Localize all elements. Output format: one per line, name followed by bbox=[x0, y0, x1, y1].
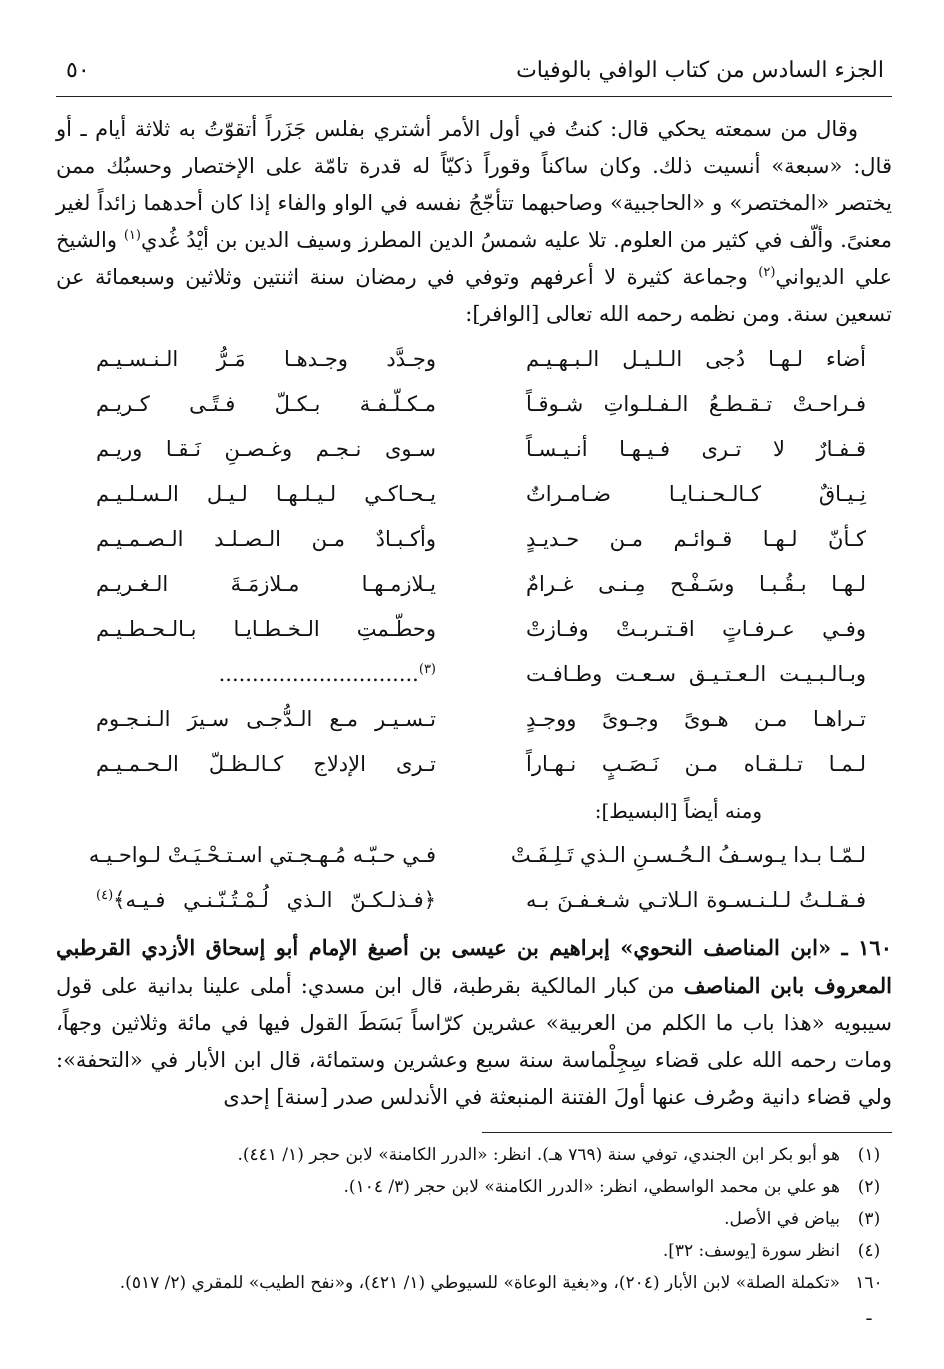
running-title: الجزء السادس من كتاب الوافي بالوفيات bbox=[516, 58, 884, 83]
footnote-number: ١٦٠ ـ bbox=[855, 1273, 883, 1325]
running-head bbox=[56, 40, 892, 97]
footnote-text: هو أبو بكر ابن الجندي، توفي سنة (٧٦٩ هـ). انظر: «الدرر الكامنة» لابن حجر (١/ ٤٤١). bbox=[237, 1145, 840, 1165]
second-hemistich: وأكـبـادٌ مـن الـصـلـد الـصـمـيـم bbox=[96, 527, 436, 551]
lacuna-text: .............................. bbox=[218, 662, 419, 686]
footnote-text: بياض في الأصل. bbox=[724, 1209, 840, 1229]
verse bbox=[56, 697, 892, 742]
first-hemistich: نِـيـاقٌ كـالـحـنـايـا ضـامـراتٌ bbox=[526, 482, 866, 506]
second-hemistich: مـكـلّـفـة بـكـلّ فـتًـى كـريـم bbox=[96, 392, 436, 416]
first-hemistich: لـمـا تـلـقـاه مـن نَـصَـبٍ نـهـاراً bbox=[526, 752, 866, 776]
second-hemistich: وجـدَّد وجـدهـا مَـرُّ الـنـسـيـم bbox=[96, 347, 436, 371]
first-hemistich: لـمّـا بـدا يـوسـفُ الـحُـسـنِ الـذي تَـلِـفَـتْ bbox=[510, 843, 866, 867]
verse bbox=[56, 427, 892, 472]
footnotes bbox=[56, 1139, 892, 1331]
poem-intro: ومنه أيضاً [البسيط]: bbox=[594, 799, 762, 823]
quran-quote: ﴿فـذلـكـنّ الـذي لُـمْـتُـنّـنـي فـيـه﴾ bbox=[113, 888, 436, 912]
first-hemistich: وفـي عـرفـاتٍ اقـتـربـتْ وفـازتْ bbox=[526, 617, 866, 641]
second-hemistich: تـسـيـر مـع الـدُّجـى سـيرَ الـنـجـوم bbox=[96, 707, 436, 731]
first-hemistich: فـراحـتْ تـقـطـعُ الـفـلـواتِ شـوقـاً bbox=[526, 392, 866, 416]
verse bbox=[56, 607, 892, 652]
verse bbox=[56, 472, 892, 517]
lacuna-dots bbox=[96, 652, 436, 697]
footnote bbox=[56, 1171, 892, 1203]
footnote-ref: (١) bbox=[123, 228, 141, 243]
second-hemistich: فـي حـبّـه مُـهـجـتي اسـتـحْـيَـتْ لـواحـيـه bbox=[88, 843, 436, 867]
first-hemistich: لـهـا بـقُـبـا وسَـفْـح مِـنـى غـرامٌ bbox=[526, 572, 866, 596]
footnote bbox=[56, 1139, 892, 1171]
first-hemistich: فـقـلـتُ لـلـنـسـوة الـلاتـي شـغـفـنَ بـه bbox=[526, 888, 866, 912]
verse bbox=[56, 652, 892, 697]
book-page bbox=[56, 40, 892, 1331]
verse bbox=[56, 337, 892, 382]
paragraph bbox=[56, 111, 892, 333]
footnote-text: انظر سورة [يوسف: ٣٢]. bbox=[662, 1241, 840, 1261]
footnote-ref: (٢) bbox=[758, 265, 776, 280]
verse bbox=[56, 878, 892, 923]
main-text bbox=[56, 111, 892, 333]
first-hemistich: تـراهـا مـن هـوىً وجـوىً ووجـدٍ bbox=[526, 707, 866, 731]
first-hemistich: كـأنّ لـهـا قـوائـم مـن حـديـدٍ bbox=[526, 527, 866, 551]
paragraph-text: وقال من سمعته يحكي قال: كنتُ في أول الأمر أشتري بفلس جَزَراً أتقوّتُ به ثلاثة أيام ـ أو قال: «سبعة» أنسيت ذلك. وكان ساكناً وقوراً ذكيّاً له قدرة تامّة على الإختصار وحسبُك ممن يختصر «المختصر» و «الحاجبية» وصاحبهما تتأجّجُ نفسه في الواو والفاء إذا كان أحدهما زائداً لغير معنىً. وألّف في كثير من العلوم. تلا عليه شمسُ الدين المطرز وسيف الدين بن أيْدُ غُدي bbox=[56, 117, 892, 252]
verse bbox=[56, 382, 892, 427]
first-hemistich: قـفـارٌ لا تـرى فـيـهـا أنـيـسـاً bbox=[526, 437, 866, 461]
footnote-text: هو علي بن محمد الواسطي، انظر: «الدرر الكامنة» لابن حجر (٣/ ١٠٤). bbox=[343, 1177, 840, 1197]
second-hemistich bbox=[96, 878, 436, 923]
second-hemistich: يـلازمـهـا مـلازمَـةَ الـغـريـم bbox=[96, 572, 436, 596]
verse bbox=[56, 742, 892, 787]
poem-wafir bbox=[56, 337, 892, 787]
footnote-ref: (٣) bbox=[418, 662, 436, 677]
second-hemistich: تـرى الإدلاج كـالـظـلّ الـحـمـيـم bbox=[96, 752, 436, 776]
entry-heading: ١٦٠ ـ «ابن المناصف النحوي» إبراهيم بن عيسى بن أصبغ الإمام أبو إسحاق الأزدي القرطبي المعروف بابن المناصف bbox=[56, 935, 892, 998]
footnote-number: (٢) bbox=[857, 1177, 881, 1197]
page-number: ٥٠ bbox=[66, 58, 90, 83]
paragraph-text: وجماعة كثيرة لا أعرفهم وتوفي في رمضان سنة اثنتين وثلاثين وسبعمائة عن تسعين سنة. ومن نظمه رحمه الله تعالى [الوافر]: bbox=[56, 265, 892, 326]
footnote-ref: (٤) bbox=[96, 888, 114, 903]
second-hemistich: وحطّـمتِ الـخـطـايـا بـالـحـطـيـم bbox=[96, 617, 436, 641]
footnote-number: (٤) bbox=[857, 1241, 881, 1261]
second-hemistich: يـحـاكـي لـيـلـهـا لـيـل الـسـلـيـم bbox=[96, 482, 436, 506]
second-hemistich: سـوى نـجـم وغـصـنِ نَـقـا وريـم bbox=[96, 437, 436, 461]
entry-text: من كبار المالكية بقرطبة، قال ابن مسدي: أملى علينا بدانية على قول سيبويه «هذا باب ما الكلم من العربية» عشرين كرّاساً بَسَطَ القول فيها في مائة وثلاثين وجهاً، ومات رحمه الله على قضاء سِجِلْماسة سنة سبع وعشرين وستمائة، قال ابن الأبار في «التحفة»: ولي قضاء دانية وصُرف عنها أولَ الفتنة المنبعثة في الأندلس صدر [سنة] إحدى bbox=[56, 974, 892, 1109]
paragraph-text: والشيخ علي الديواني bbox=[56, 228, 892, 289]
poem-basit bbox=[56, 833, 892, 923]
verse bbox=[56, 562, 892, 607]
first-hemistich: وبـالـبـيـت الـعـتـيـق سـعـت وطـافـت bbox=[526, 662, 866, 686]
footnote bbox=[56, 1267, 892, 1331]
footnote bbox=[56, 1203, 892, 1235]
verse bbox=[56, 517, 892, 562]
footnote-text: «تكملة الصلة» لابن الأبار (٢٠٤)، و«بغية الوعاة» للسيوطي (١/ ٤٢١)، و«نفح الطيب» للمقري (٢/ ٥١٧). bbox=[119, 1273, 840, 1293]
verse bbox=[56, 833, 892, 878]
biography-entry bbox=[56, 929, 892, 1116]
footnote-divider bbox=[482, 1132, 892, 1133]
footnote-number: (٣) bbox=[857, 1209, 881, 1229]
first-hemistich: أضاء لـهـا دُجى الـلـيـل الـبـهـيـم bbox=[526, 347, 866, 371]
footnote-number: (١) bbox=[857, 1145, 881, 1165]
footnote bbox=[56, 1235, 892, 1267]
